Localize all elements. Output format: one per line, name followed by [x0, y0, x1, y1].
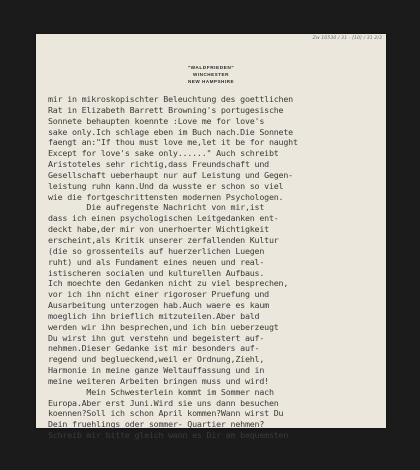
letter-line: moeglich ihn brieflich mitzuteilen.Aber bald	[48, 310, 260, 321]
letterhead-town: WINCHESTER	[193, 72, 229, 78]
letter-line: koennen?Soll ich schon April kommen?Wann wirst Du	[48, 408, 284, 419]
letter-line: istischeren socialen und kulturellen Aufbaus.	[48, 267, 265, 278]
letter-body	[48, 94, 380, 441]
letter-line: Aristoteles sehr richtig,dass Freundschaft und	[48, 159, 269, 170]
letter-line: erscheint,als Kritik unserer zerfallenden Kultur	[48, 234, 279, 245]
letter-line: mir in mikroskopischter Beleuchtung des goettlichen	[48, 94, 293, 104]
letter-line: Schreib mir bitte gleich wann es Dir am bequemsten	[48, 430, 289, 441]
letter-line: Mein Schwesterlein kommt im Sommer nach	[48, 386, 274, 397]
letter-line: regend und beglueckend,weil er Ordnung,Ziehl,	[48, 354, 265, 365]
letter-line: Rat in Elizabeth Barrett Browning's portugesische	[48, 104, 284, 115]
letter-line: leistung ruhn kann.Und da wusste er schon so viel	[48, 180, 284, 191]
letter-line: faengt an:"If thou must love me,let it be for naught	[48, 137, 298, 148]
letter-line: wie die fortgeschrittensten modernen Psychologen.	[48, 191, 284, 202]
letter-line: nehmen.Dieser Gedanke ist mir besonders auf-	[48, 343, 260, 354]
archive-reference-number: Zw 10530 / 31 - [10] / 31 2/3	[312, 36, 382, 41]
letter-line: meine weiteren Arbeiten bringen muss und wird!	[48, 375, 269, 386]
letter-line: werden wir ihn besprechen,und ich bin ueberzeugt	[48, 321, 279, 332]
letter-page	[36, 34, 386, 441]
letter-line: dass ich einen psychologischen Leitgedanken ent-	[48, 213, 279, 224]
letter-line: Dein fruehlings oder sommer- Quartier nehmen?	[48, 419, 265, 430]
letter-line: Sonnete behaupten koennte :Love me for love's	[48, 115, 265, 126]
letter-line: Europa.Aber erst Juni.Wird sie uns dann besuchen	[48, 397, 279, 408]
letter-line: Gesellschaft ueberhaupt nur auf Leistung und Gegen-	[48, 169, 293, 180]
letter-line: Ich moechte den Gedanken nicht zu viel besprechen,	[48, 278, 289, 289]
letter-line: ruht) und als Fundament eines neuen und real-	[48, 256, 265, 267]
letter-line: Harmonie in meine ganze Weltauffassung und in	[48, 365, 265, 376]
letter-line: sake only.Ich schlage eben im Buch nach.Die Sonnete	[48, 126, 293, 137]
letter-line: vor ich ihn nicht einer rigoroser Pruefung und	[48, 289, 269, 300]
letterhead-state: NEW HAMPSHIRE	[187, 78, 235, 84]
letter-line: Die aufregenste Nachricht von mir,ist	[48, 202, 265, 213]
letter-line: Du wirst ihn gut verstehn und begeistert auf-	[48, 332, 265, 343]
letter-line: deckt habe,der mir von unerhoerter Wichtigkeit	[48, 224, 269, 235]
letterhead	[36, 66, 386, 85]
letterhead-name: "WALDFRIEDEN"	[187, 66, 235, 71]
letter-line: (die so grossenteils auf huerzerlichen Luegen	[48, 245, 265, 256]
letter-line: Except for love's sake only......" Auch schreibt	[48, 148, 279, 159]
letter-line: Ausarbeitung unterzogen hab.Auch waere es kaum	[48, 300, 269, 311]
